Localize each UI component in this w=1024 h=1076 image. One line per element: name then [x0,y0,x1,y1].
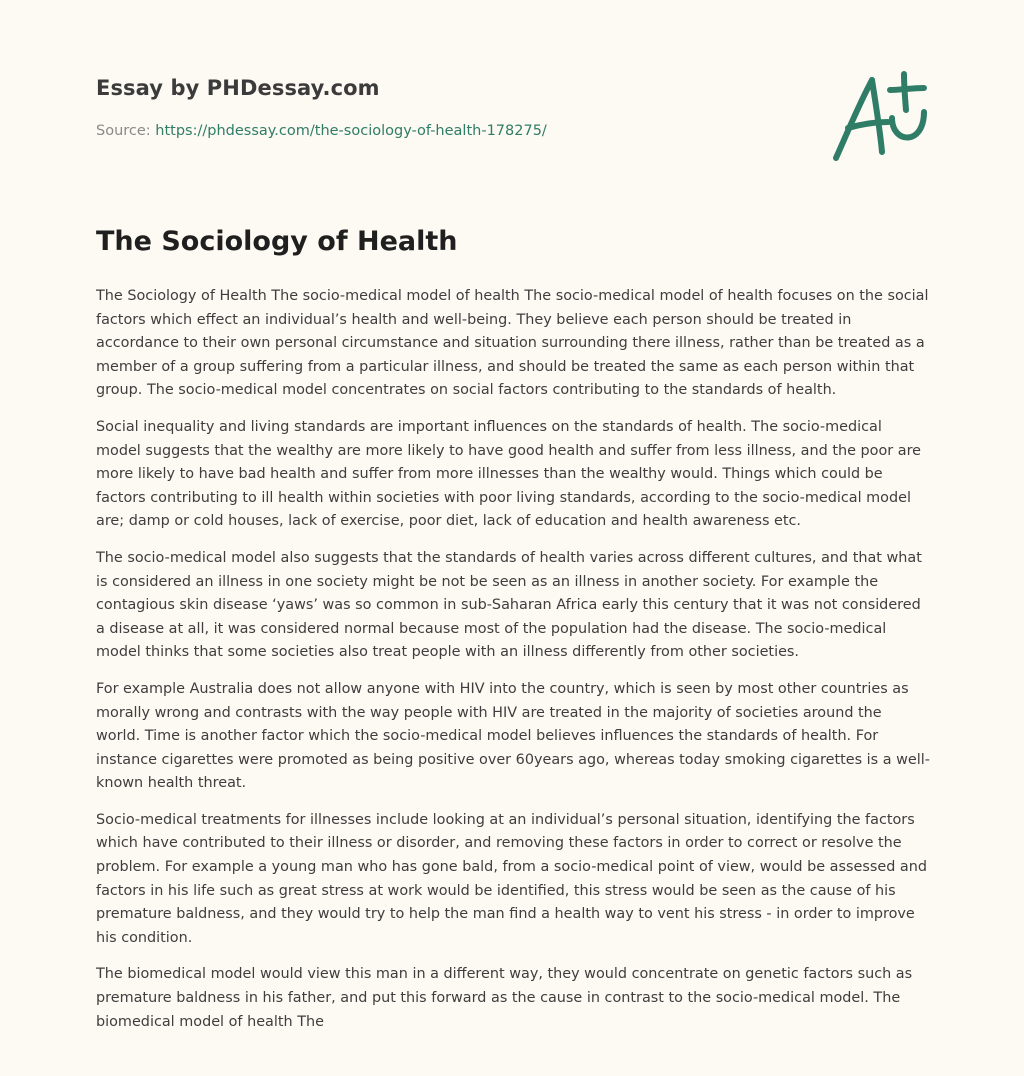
page-header [96,0,928,200]
paragraph-2: Social inequality and living standards are important influences on the standards of health. The socio-medical model suggests that the wealthy are more likely to have good health and suffer from less illness, and the poor are more likely to have bad health and suffer from more illnesses than the wealthy would. Things which could be factors contributing to ill health within societies with poor living standards, according to the socio-medical model are; damp or cold houses, lack of exercise, poor diet, lack of education and health awareness etc. [96,418,922,530]
site-title: Essay by PHDessay.com [96,76,380,100]
paragraph-6: The biomedical model would view this man in a different way, they would concentrate on genetic factors such as premature baldness in his father, and put this forward as the cause in contrast to the socio-medical model. The biomedical model of health The [96,966,913,1030]
source-link[interactable]: https://phdessay.com/the-sociology-of-health-178275/ [155,123,547,139]
paragraph-4: For example Australia does not allow anyone with HIV into the country, which is seen by most other countries as morally wrong and contrasts with the way people with HIV are treated in the majority of societies around the world. Time is another factor which the socio-medical model believes influences the standards of health. For instance cigarettes were promoted as being positive over 60years ago, whereas today smoking cigarettes is a well-known health threat. [96,680,930,792]
source-label: Source: [96,123,151,139]
paragraph-3: The socio-medical model also suggests that the standards of health varies across different cultures, and that what is considered an illness in one society might be not be seen as an illness in another society. For example the contagious skin disease ‘yaws’ was so common in sub-Saharan Africa early this century that it was not considered a disease at all, it was considered normal because most of the population had the disease. The socio-medical model thinks that some societies also treat people with an illness differently from other societies. [96,549,922,661]
source-line [96,123,547,139]
paragraph-1: The Sociology of Health The socio-medical model of health The socio-medical model of health focuses on the social factors which effect an individual’s health and well-being. They believe each person should be treated in accordance to their own personal circumstance and situation surrounding there illness, rather than be treated as a member of a group suffering from a particular illness, and should be treated the same as each person within that group. The socio-medical model concentrates on social factors contributing to the standards of health. [96,288,929,399]
article-title: The Sociology of Health [96,226,458,257]
paragraph-5: Socio-medical treatments for illnesses include looking at an individual’s personal situation, identifying the factors which have contributed to their illness or disorder, and removing these factors in order to correct or resolve the problem. For example a young man who has gone bald, from a socio-medical point of view, would be assessed and factors in his life such as great stress at work would be identified, this stress would be seen as the cause of his premature baldness, and they would try to help the man find a health way to vent his stress - in order to improve his condition. [96,811,927,946]
a-plus-logo-icon [828,66,932,166]
article-body [96,285,930,1047]
